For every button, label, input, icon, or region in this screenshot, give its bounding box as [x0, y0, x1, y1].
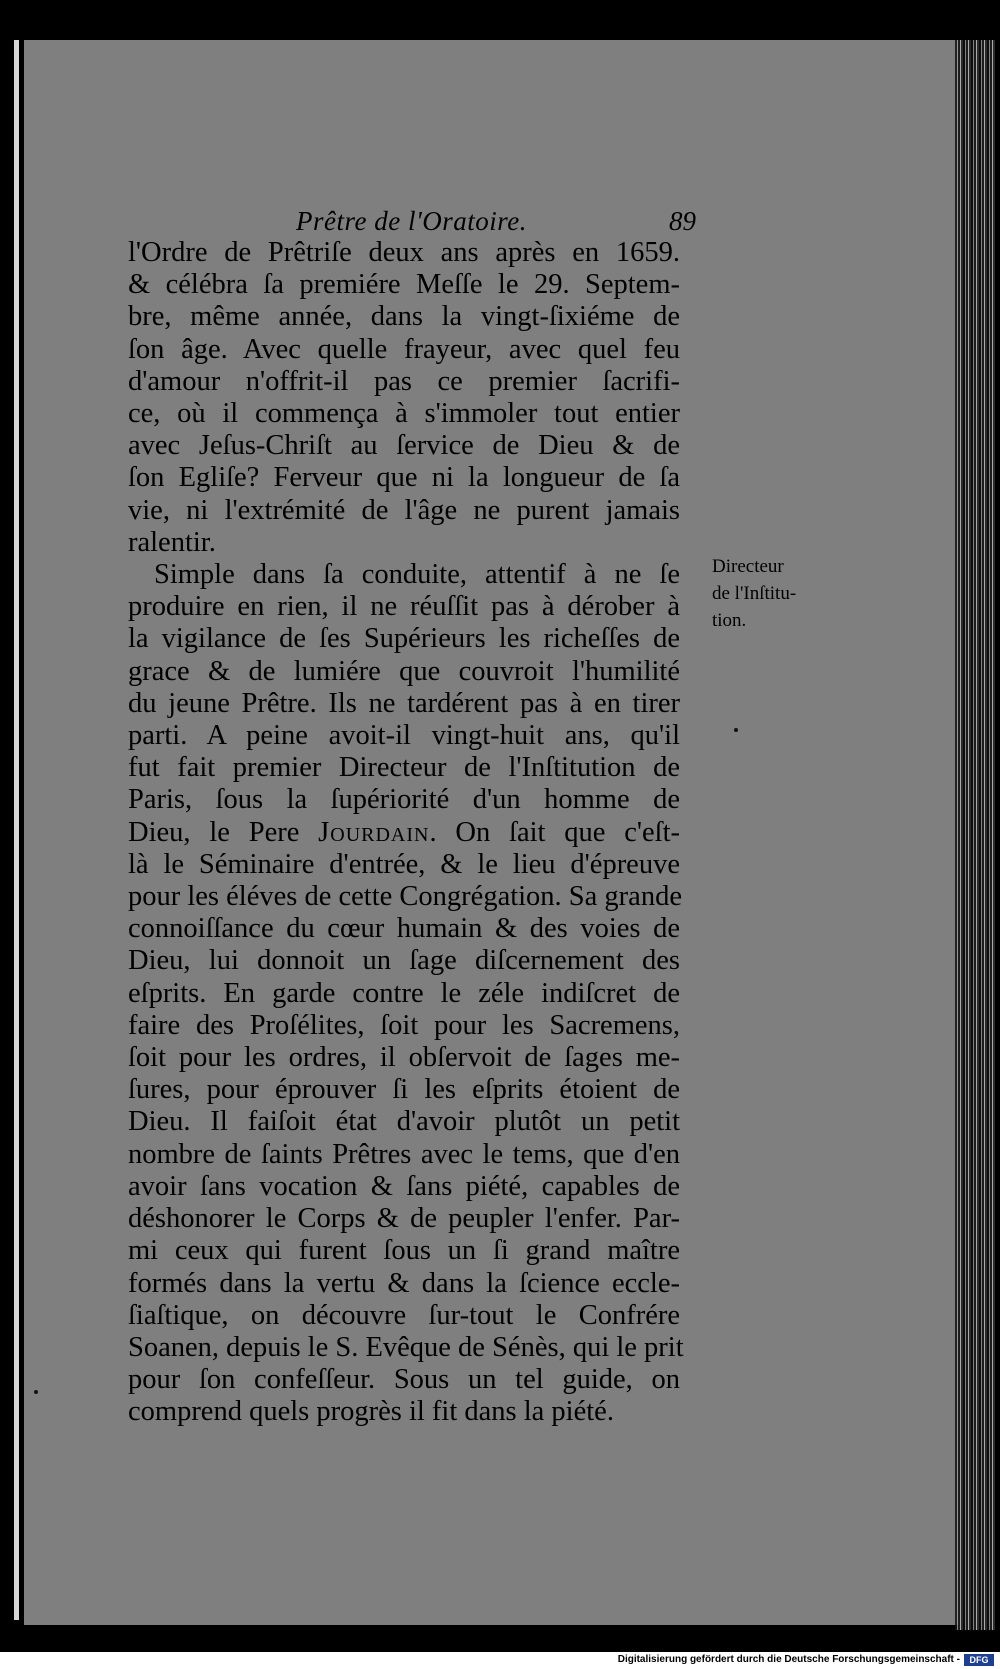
dfg-logo: DFG — [964, 1654, 994, 1666]
text-line: produire en rien, il ne réuſſit pas à dérober à — [128, 591, 680, 623]
digitization-footer — [0, 1652, 1000, 1669]
text-segment: . On ſait que c'eſt- — [429, 816, 680, 848]
running-title: Prêtre de l'Oratoire. — [296, 206, 527, 236]
text-line: ſon Egliſe? Ferveur que ni la longueur de ſa — [128, 462, 680, 494]
text-line: ce, où il commença à s'immoler tout entier — [128, 398, 680, 430]
text-line: la vigilance de ſes Supérieurs les richeſſes de — [128, 623, 680, 655]
body-text — [128, 237, 684, 1429]
text-line: Simple dans ſa conduite, attentif à ne ſe — [154, 559, 680, 591]
text-line: & célébra ſa premiére Meſſe le 29. Septem- — [128, 269, 680, 301]
text-line: avoir ſans vocation & ſans piété, capables de — [128, 1170, 680, 1202]
text-line-with-name — [128, 817, 680, 849]
text-line: formés dans la vertu & dans la ſcience eccle- — [128, 1267, 680, 1299]
text-line: ralentir. — [128, 526, 216, 558]
text-line: Dieu, lui donnoit un ſage diſcernement des — [128, 945, 680, 977]
margin-note-line: tion. — [712, 610, 747, 631]
text-line: Dieu. Il faiſoit état d'avoir plutôt un petit — [128, 1106, 680, 1138]
text-line: parti. A peine avoit-il vingt-huit ans, qu'il — [128, 720, 680, 752]
text-line: Soanen, depuis le S. Evêque de Sénès, qui le prit — [128, 1331, 684, 1363]
text-line: ſoit pour les ordres, il obſervoit de ſages me- — [128, 1042, 680, 1074]
margin-note-line: Directeur — [712, 556, 784, 577]
text-line: pour ſon confeſſeur. Sous un tel guide, on — [128, 1364, 680, 1396]
text-line: ſon âge. Avec quelle frayeur, avec quel feu — [128, 333, 680, 365]
ink-speck — [734, 728, 738, 732]
text-line: faire des Proſélites, ſoit pour les Sacremens, — [128, 1009, 680, 1041]
page-edge-stack — [955, 40, 995, 1630]
text-line: comprend quels progrès il fit dans la piété. — [128, 1396, 614, 1428]
margin-note-line: de l'Inſtitu- — [712, 583, 797, 604]
text-line: l'Ordre de Prêtriſe deux ans après en 1659. — [128, 237, 680, 268]
text-line: Paris, ſous la ſupériorité d'un homme de — [128, 784, 680, 816]
ink-speck — [34, 1390, 38, 1394]
text-segment: Dieu, le Pere — [128, 816, 319, 848]
text-line: vie, ni l'extrémité de l'âge ne purent jamais — [128, 494, 680, 526]
text-line: ſures, pour éprouver ſi les eſprits étoient de — [128, 1074, 680, 1106]
text-line: là le Séminaire d'entrée, & le lieu d'épreuve — [128, 848, 680, 880]
text-line: eſprits. En garde contre le zéle indiſcret de — [128, 977, 680, 1009]
text-line: fut fait premier Directeur de l'Inſtitution de — [128, 752, 680, 784]
text-line: grace & de lumiére que couvroit l'humilité — [128, 655, 680, 687]
text-line: d'amour n'offrit-il pas ce premier ſacrifi- — [128, 365, 680, 397]
margin-note — [712, 553, 852, 634]
binding-edge — [14, 40, 19, 1620]
text-line: déshonorer le Corps & de peupler l'enfer. Par- — [128, 1203, 680, 1235]
page-number: 89 — [669, 206, 696, 236]
text-line: bre, même année, dans la vingt-ſixiéme de — [128, 301, 680, 333]
book-page — [24, 40, 958, 1625]
text-line: nombre de ſaints Prêtres avec le tems, que d'en — [128, 1138, 680, 1170]
small-caps-name: Jourdain — [318, 816, 430, 848]
text-line: ſiaſtique, on découvre ſur-tout le Confrére — [128, 1299, 680, 1331]
text-line: connoiſſance du cœur humain & des voies de — [128, 913, 680, 945]
text-line: mi ceux qui furent ſous un ſi grand maître — [128, 1235, 680, 1267]
text-line: avec Jeſus-Chriſt au ſervice de Dieu & de — [128, 430, 680, 462]
text-line: pour les éléves de cette Congrégation. Sa grande — [128, 881, 682, 913]
footer-credit: Digitalisierung gefördert durch die Deutsche Forschungsgemeinschaft - — [617, 1654, 960, 1665]
text-line: du jeune Prêtre. Ils ne tardérent pas à en tirer — [128, 687, 680, 719]
